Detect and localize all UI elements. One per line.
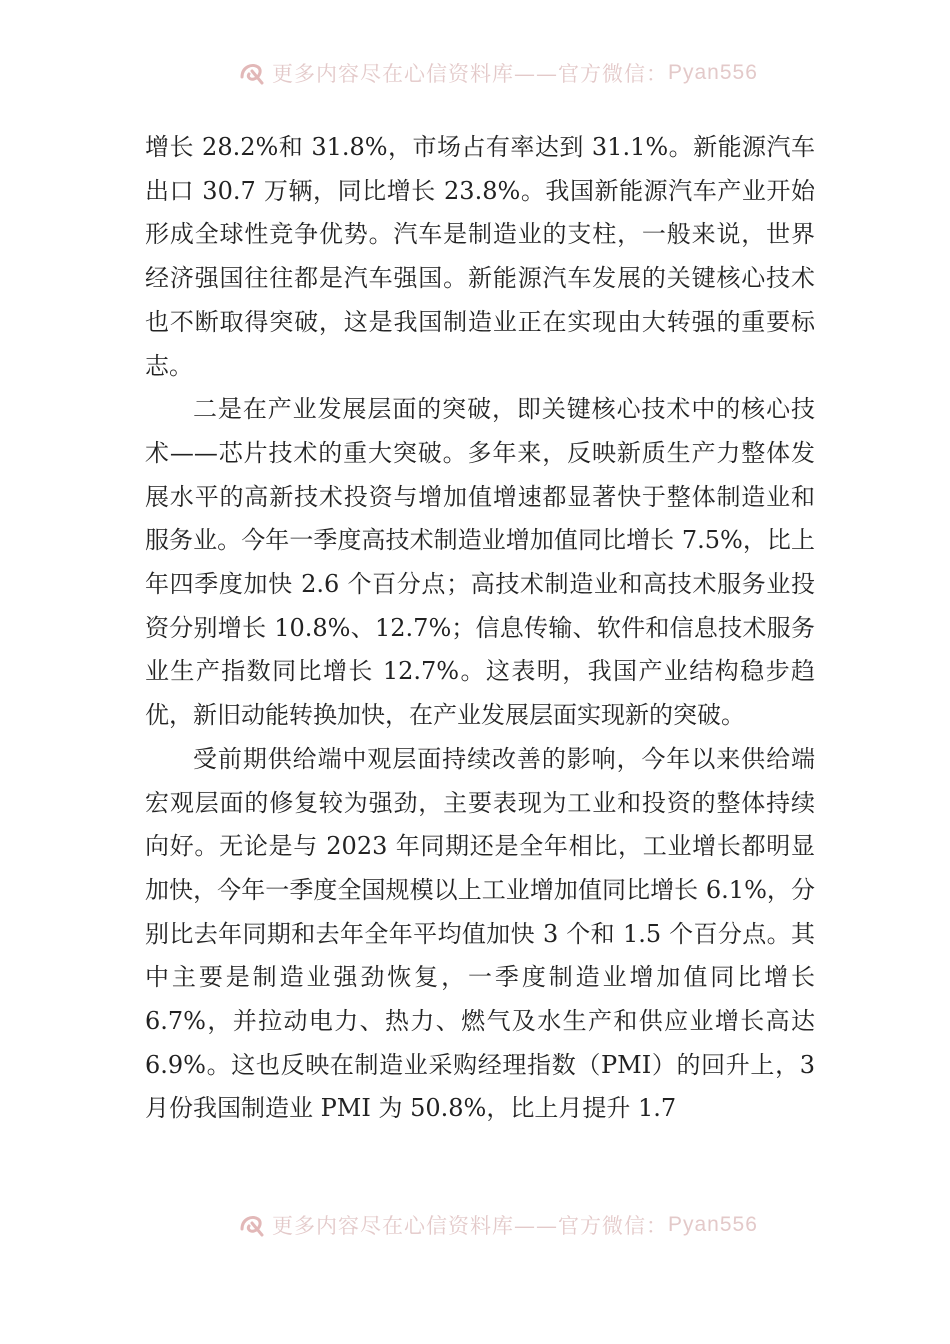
brand-logo-icon bbox=[238, 1211, 266, 1239]
header-watermark bbox=[0, 52, 950, 92]
footer-watermark bbox=[0, 1204, 950, 1244]
paragraph-1: 增长 28.2%和 31.8%，市场占有率达到 31.1%。新能源汽车出口 30.7 万辆，同比增长 23.8%。我国新能源汽车产业开始形成全球性竞争优势。汽车是制造业的支柱，一般来说，世界经济强国往往都是汽车强国。新能源汽车发展的关键核心技术也不断取得突破，这是我国制造业正在实现由大转强的重要标志。 bbox=[145, 133, 815, 380]
document-body bbox=[145, 126, 815, 1131]
paragraph-2: 二是在产业发展层面的突破，即关键核心技术中的核心技术——芯片技术的重大突破。多年来，反映新质生产力整体发展水平的高新技术投资与增加值增速都显著快于整体制造业和服务业。今年一季度高技术制造业增加值同比增长 7.5%，比上年四季度加快 2.6 个百分点；高技术制造业和高技术服务业投资分别增长 10.8%、12.7%；信息传输、软件和信息技术服务业生产指数同比增长 12.7%。这表明，我国产业结构稳步趋优，新旧动能转换加快，在产业发展层面实现新的突破。 bbox=[145, 395, 815, 730]
watermark-wechat-id: Pyan556 bbox=[668, 1213, 758, 1236]
paragraph-3: 受前期供给端中观层面持续改善的影响，今年以来供给端宏观层面的修复较为强劲，主要表现为工业和投资的整体持续向好。无论是与 2023 年同期还是全年相比，工业增长都明显加快，今年一季度全国规模以上工业增加值同比增长 6.1%，分别比去年同期和去年全年平均值加快 3 个和 1.5 个百分点。其中主要是制造业强劲恢复，一季度制造业增加值同比增长 6.7%，并拉动电力、热力、燃气及水生产和供应业增长高达 6.9%。这也反映在制造业采购经理指数（PMI）的回升上，3 月份我国制造业 PMI 为 50.8%，比上月提升 1.7 bbox=[145, 744, 815, 1123]
watermark-wechat-id: Pyan556 bbox=[668, 61, 758, 84]
brand-logo-icon bbox=[238, 59, 266, 87]
watermark-text: 更多内容尽在心信资料库——官方微信： bbox=[272, 62, 668, 86]
watermark-text: 更多内容尽在心信资料库——官方微信： bbox=[272, 1214, 668, 1238]
